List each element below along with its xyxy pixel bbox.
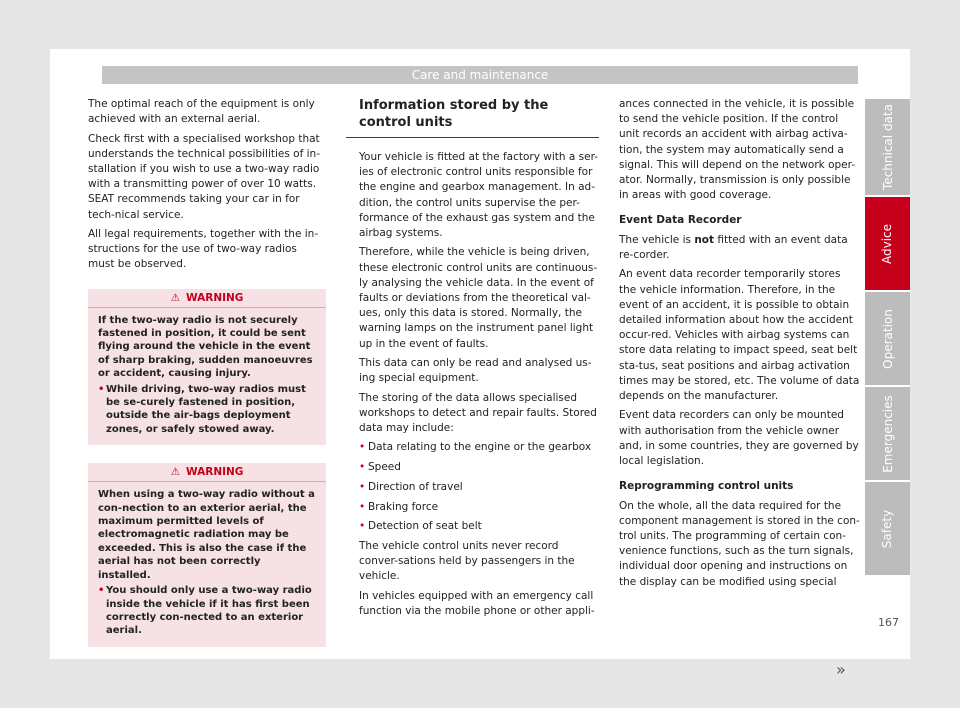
column-1 (88, 97, 326, 647)
paragraph: This data can only be read and analysed us-ing special equipment. (359, 357, 592, 385)
paragraph: In vehicles equipped with an emergency call function via the mobile phone or other appli- (359, 589, 595, 617)
bullet-icon: • (359, 461, 366, 474)
paragraph: The optimal reach of the equipment is only achieved with an external aerial. (88, 98, 315, 126)
section-header: Care and maintenance (102, 66, 858, 84)
warning-text: If the two-way radio is not securely fastened in position, it could be sent flying around the vehicle in the event of sharp braking, sudden manoeuvres or accident, causing injury. (98, 314, 313, 380)
list-item: • Direction of travel (359, 480, 599, 495)
warning-label: WARNING (186, 466, 244, 479)
paragraph: All legal requirements, together with the in-structions for the use of two-way radios must be observed. (88, 228, 319, 271)
warning-label: WARNING (186, 291, 244, 304)
warning-header (88, 289, 326, 308)
paragraph: On the whole, all the data required for the component management is stored in the con-trol units. The programming of certain con-venience functions, such as the turn signals, individual door opening and instructions on the display can be modified using special (619, 499, 860, 588)
bullet-icon: • (359, 441, 366, 454)
tab-operation[interactable]: Operation (865, 292, 910, 385)
subheading: Event Data Recorder (619, 214, 742, 227)
warning-bullet: • While driving, two-way radios must be se-curely fastened in position, outside the air-bags deployment zones, or safely stowed away. (98, 383, 306, 435)
list-item: • Data relating to the engine or the gearbox (359, 440, 599, 455)
continue-arrow-icon: » (836, 660, 846, 679)
warning-triangle-icon: ⚠ (170, 291, 180, 304)
tab-safety[interactable]: Safety (865, 482, 910, 575)
warning-header (88, 463, 326, 482)
warning-bullet: • You should only use a two-way radio inside the vehicle if it has first been correctly con-nected to an exterior aerial. (98, 585, 312, 637)
warning-triangle-icon: ⚠ (170, 466, 180, 479)
tab-technical-data[interactable]: Technical data (865, 99, 910, 195)
list-item: • Speed (359, 460, 599, 475)
paragraph: The vehicle control units never record conver-sations held by passengers in the vehicle. (359, 539, 575, 583)
column-2 (359, 97, 599, 623)
page-number: 167 (878, 616, 899, 629)
bullet-icon: • (98, 585, 105, 597)
bullet-icon: • (359, 520, 366, 533)
paragraph: Event data recorders can only be mounted with authorisation from the vehicle owner and, in some countries, they are governed by local legislation. (619, 409, 859, 468)
bullet-icon: • (98, 383, 105, 395)
column-3 (619, 97, 860, 594)
paragraph: ances connected in the vehicle, it is possible to send the vehicle position. If the control unit records an accident with airbag activa-tion, the system may automatically send a signal. This will depend on the network oper-ator. Normally, transmission is only possible in areas with good coverage. (619, 98, 856, 202)
warning-body (88, 482, 326, 646)
bullet-icon: • (359, 480, 366, 493)
subheading: Reprogramming control units (619, 480, 794, 493)
paragraph: The storing of the data allows specialised workshops to detect and repair faults. Stored data may include: (359, 391, 597, 435)
warning-box (88, 463, 326, 646)
warning-text: When using a two-way radio without a con-nection to an exterior aerial, the maximum permitted levels of electromagnetic radiation may be exceeded. This is also the case if the aerial has not been correctly installed. (98, 489, 315, 581)
section-tabs (865, 99, 910, 577)
paragraph: Your vehicle is fitted at the factory with a ser-ies of electronic control units responsible for the engine and gearbox management. In ad-dition, the control units supervise the per-formance of the exhaust gas system and the airbag systems. (359, 151, 599, 240)
paragraph: The vehicle is not fitted with an event data re-corder. (619, 233, 848, 262)
warning-body (88, 308, 326, 446)
paragraph: Therefore, while the vehicle is being driven, these electronic control units are continuous-ly analysing the vehicle data. In the event of faults or deviations from the theoretical val-ues, only this data is stored. Normally, the warning lamps on the instrument panel light up in the event of faults. (359, 246, 598, 350)
warning-box (88, 289, 326, 446)
bullet-icon: • (359, 500, 366, 513)
list-item: • Detection of seat belt (359, 519, 599, 534)
list-item: • Braking force (359, 500, 599, 515)
tab-emergencies[interactable]: Emergencies (865, 387, 910, 480)
paragraph: Check first with a specialised workshop that understands the technical possibilities of in-stallation if you wish to use a two-way radio with a transmitting power of over 10 watts. SEAT recommends taking your car in for tech-nical service. (88, 132, 320, 221)
page (50, 49, 910, 679)
tab-advice[interactable]: Advice (865, 197, 910, 290)
paragraph: An event data recorder temporarily stores the vehicle information. Therefore, in the event of an accident, it is possible to obtain detailed information about how the accident occur-red. Vehicles with airbag systems can store data relating to impact speed, seat belt sta-tus, seat positions and airbag activation times may be stored, etc. The volume of data depends on the manufacturer. (619, 268, 860, 403)
section-title: Information stored by the control units (346, 97, 599, 138)
